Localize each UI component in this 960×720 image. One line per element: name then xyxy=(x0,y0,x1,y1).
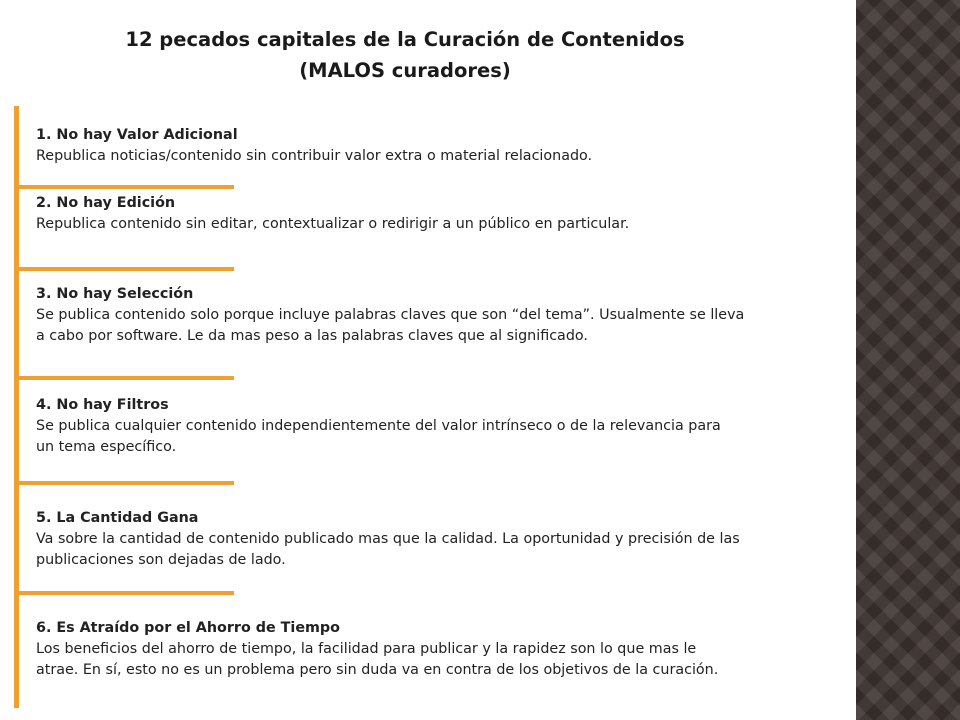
list-item xyxy=(36,125,856,167)
item-heading: 4. No hay Filtros xyxy=(36,397,169,413)
timeline-divider xyxy=(14,481,234,485)
item-text: un tema específico. xyxy=(36,439,177,455)
item-text: Los beneficios del ahorro de tiempo, la facilidad para publicar y la rapidez son lo que mas le xyxy=(36,641,697,657)
list-item xyxy=(36,284,856,347)
item-heading: 2. No hay Edición xyxy=(36,195,176,211)
list-item xyxy=(36,508,856,571)
item-heading: 6. Es Atraído por el Ahorro de Tiempo xyxy=(36,620,340,636)
decorative-side-panel xyxy=(856,0,960,720)
item-text: Va sobre la cantidad de contenido publicado mas que la calidad. La oportunidad y precisión de las xyxy=(36,531,740,547)
timeline-divider xyxy=(14,267,234,271)
slide-subtitle: (MALOS curadores) xyxy=(299,59,511,82)
item-heading: 1. No hay Valor Adicional xyxy=(36,127,238,143)
list-item xyxy=(36,193,856,235)
timeline-vertical-bar xyxy=(14,106,19,708)
item-text: Se publica cualquier contenido independientemente del valor intrínseco o de la relevancia para xyxy=(36,418,721,434)
slide-title: 12 pecados capitales de la Curación de Contenidos xyxy=(125,28,685,51)
timeline-divider xyxy=(14,376,234,380)
item-text: Se publica contenido solo porque incluye palabras claves que son “del tema”. Usualmente se lleva xyxy=(36,307,745,323)
item-text: publicaciones son dejadas de lado. xyxy=(36,552,286,568)
timeline-divider xyxy=(14,185,234,189)
list-item xyxy=(36,618,856,681)
item-heading: 5. La Cantidad Gana xyxy=(36,510,199,526)
timeline-divider xyxy=(14,591,234,595)
item-text: Republica noticias/contenido sin contribuir valor extra o material relacionado. xyxy=(36,148,593,164)
list-item xyxy=(36,395,856,458)
item-heading: 3. No hay Selección xyxy=(36,286,194,302)
item-text: Republica contenido sin editar, contextualizar o redirigir a un público en particular. xyxy=(36,216,630,232)
item-text: a cabo por software. Le da mas peso a las palabras claves que al significado. xyxy=(36,328,588,344)
item-text: atrae. En sí, esto no es un problema pero sin duda va en contra de los objetivos de la curación. xyxy=(36,662,719,678)
